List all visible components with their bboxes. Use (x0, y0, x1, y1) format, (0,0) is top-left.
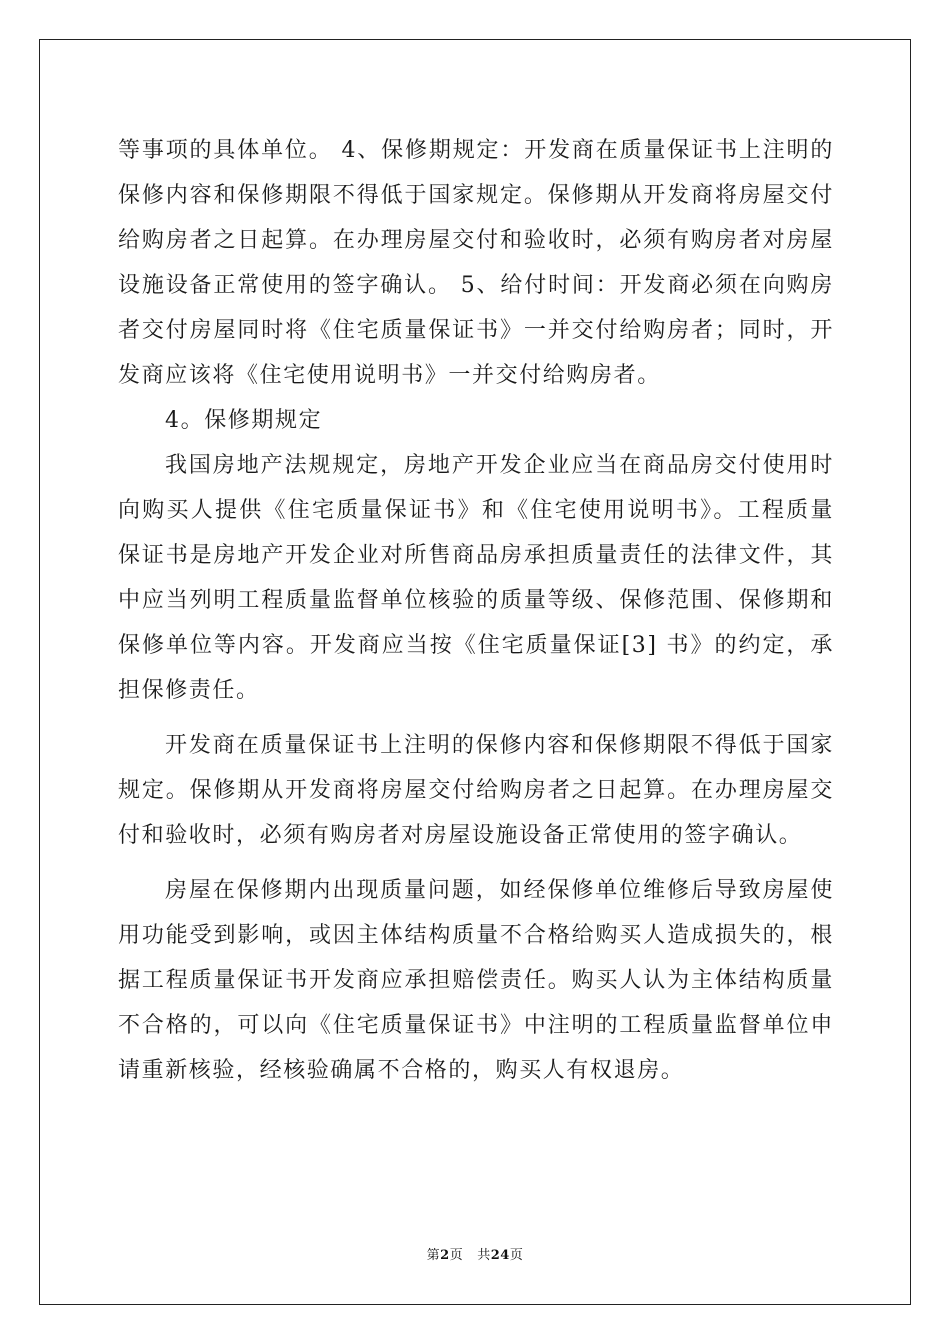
paragraph-continued: 等事项的具体单位。 4、保修期规定：开发商在质量保证书上注明的保修内容和保修期限不得低于国家规定。保修期从开发商将房屋交付给购房者之日起算。在办理房屋交付和验收时，必须有购房者对房屋设施设备正常使用的签字确认。 5、给付时间：开发商必须在向购房者交付房屋同时将《住宅质量保证书》一并交付给购房者；同时，开发商应该将《住宅使用说明书》一并交付给购房者。 (118, 138, 834, 388)
page-footer (0, 1244, 950, 1263)
section-heading: 4。保修期规定 (165, 408, 323, 433)
document-body (118, 128, 834, 1093)
total-page-count: 24 (490, 1248, 510, 1263)
page-suffix: 页 (449, 1248, 464, 1263)
page-prefix: 第 (426, 1248, 441, 1263)
paragraph: 房屋在保修期内出现质量问题，如经保修单位维修后导致房屋使用功能受到影响，或因主体结构质量不合格给购买人造成损失的，根据工程质量保证书开发商应承担赔偿责任。购买人认为主体结构质量不合格的，可以向《住宅质量保证书》中注明的工程质量监督单位申请重新核验，经核验确属不合格的，购买人有权退房。 (118, 878, 834, 1083)
total-prefix: 共 (477, 1248, 491, 1263)
paragraph: 我国房地产法规规定，房地产开发企业应当在商品房交付使用时向购买人提供《住宅质量保证书》和《住宅使用说明书》。工程质量保证书是房地产开发企业对所售商品房承担质量责任的法律文件，其中应当列明工程质量监督单位核验的质量等级、保修范围、保修期和保修单位等内容。开发商应当按《住宅质量保证[3] 书》的约定，承担保修责任。 (118, 453, 834, 703)
current-page-number: 2 (440, 1248, 450, 1263)
total-suffix: 页 (509, 1248, 524, 1263)
paragraph: 开发商在质量保证书上注明的保修内容和保修期限不得低于国家规定。保修期从开发商将房屋交付给购房者之日起算。在办理房屋交付和验收时，必须有购房者对房屋设施设备正常使用的签字确认。 (118, 733, 834, 848)
